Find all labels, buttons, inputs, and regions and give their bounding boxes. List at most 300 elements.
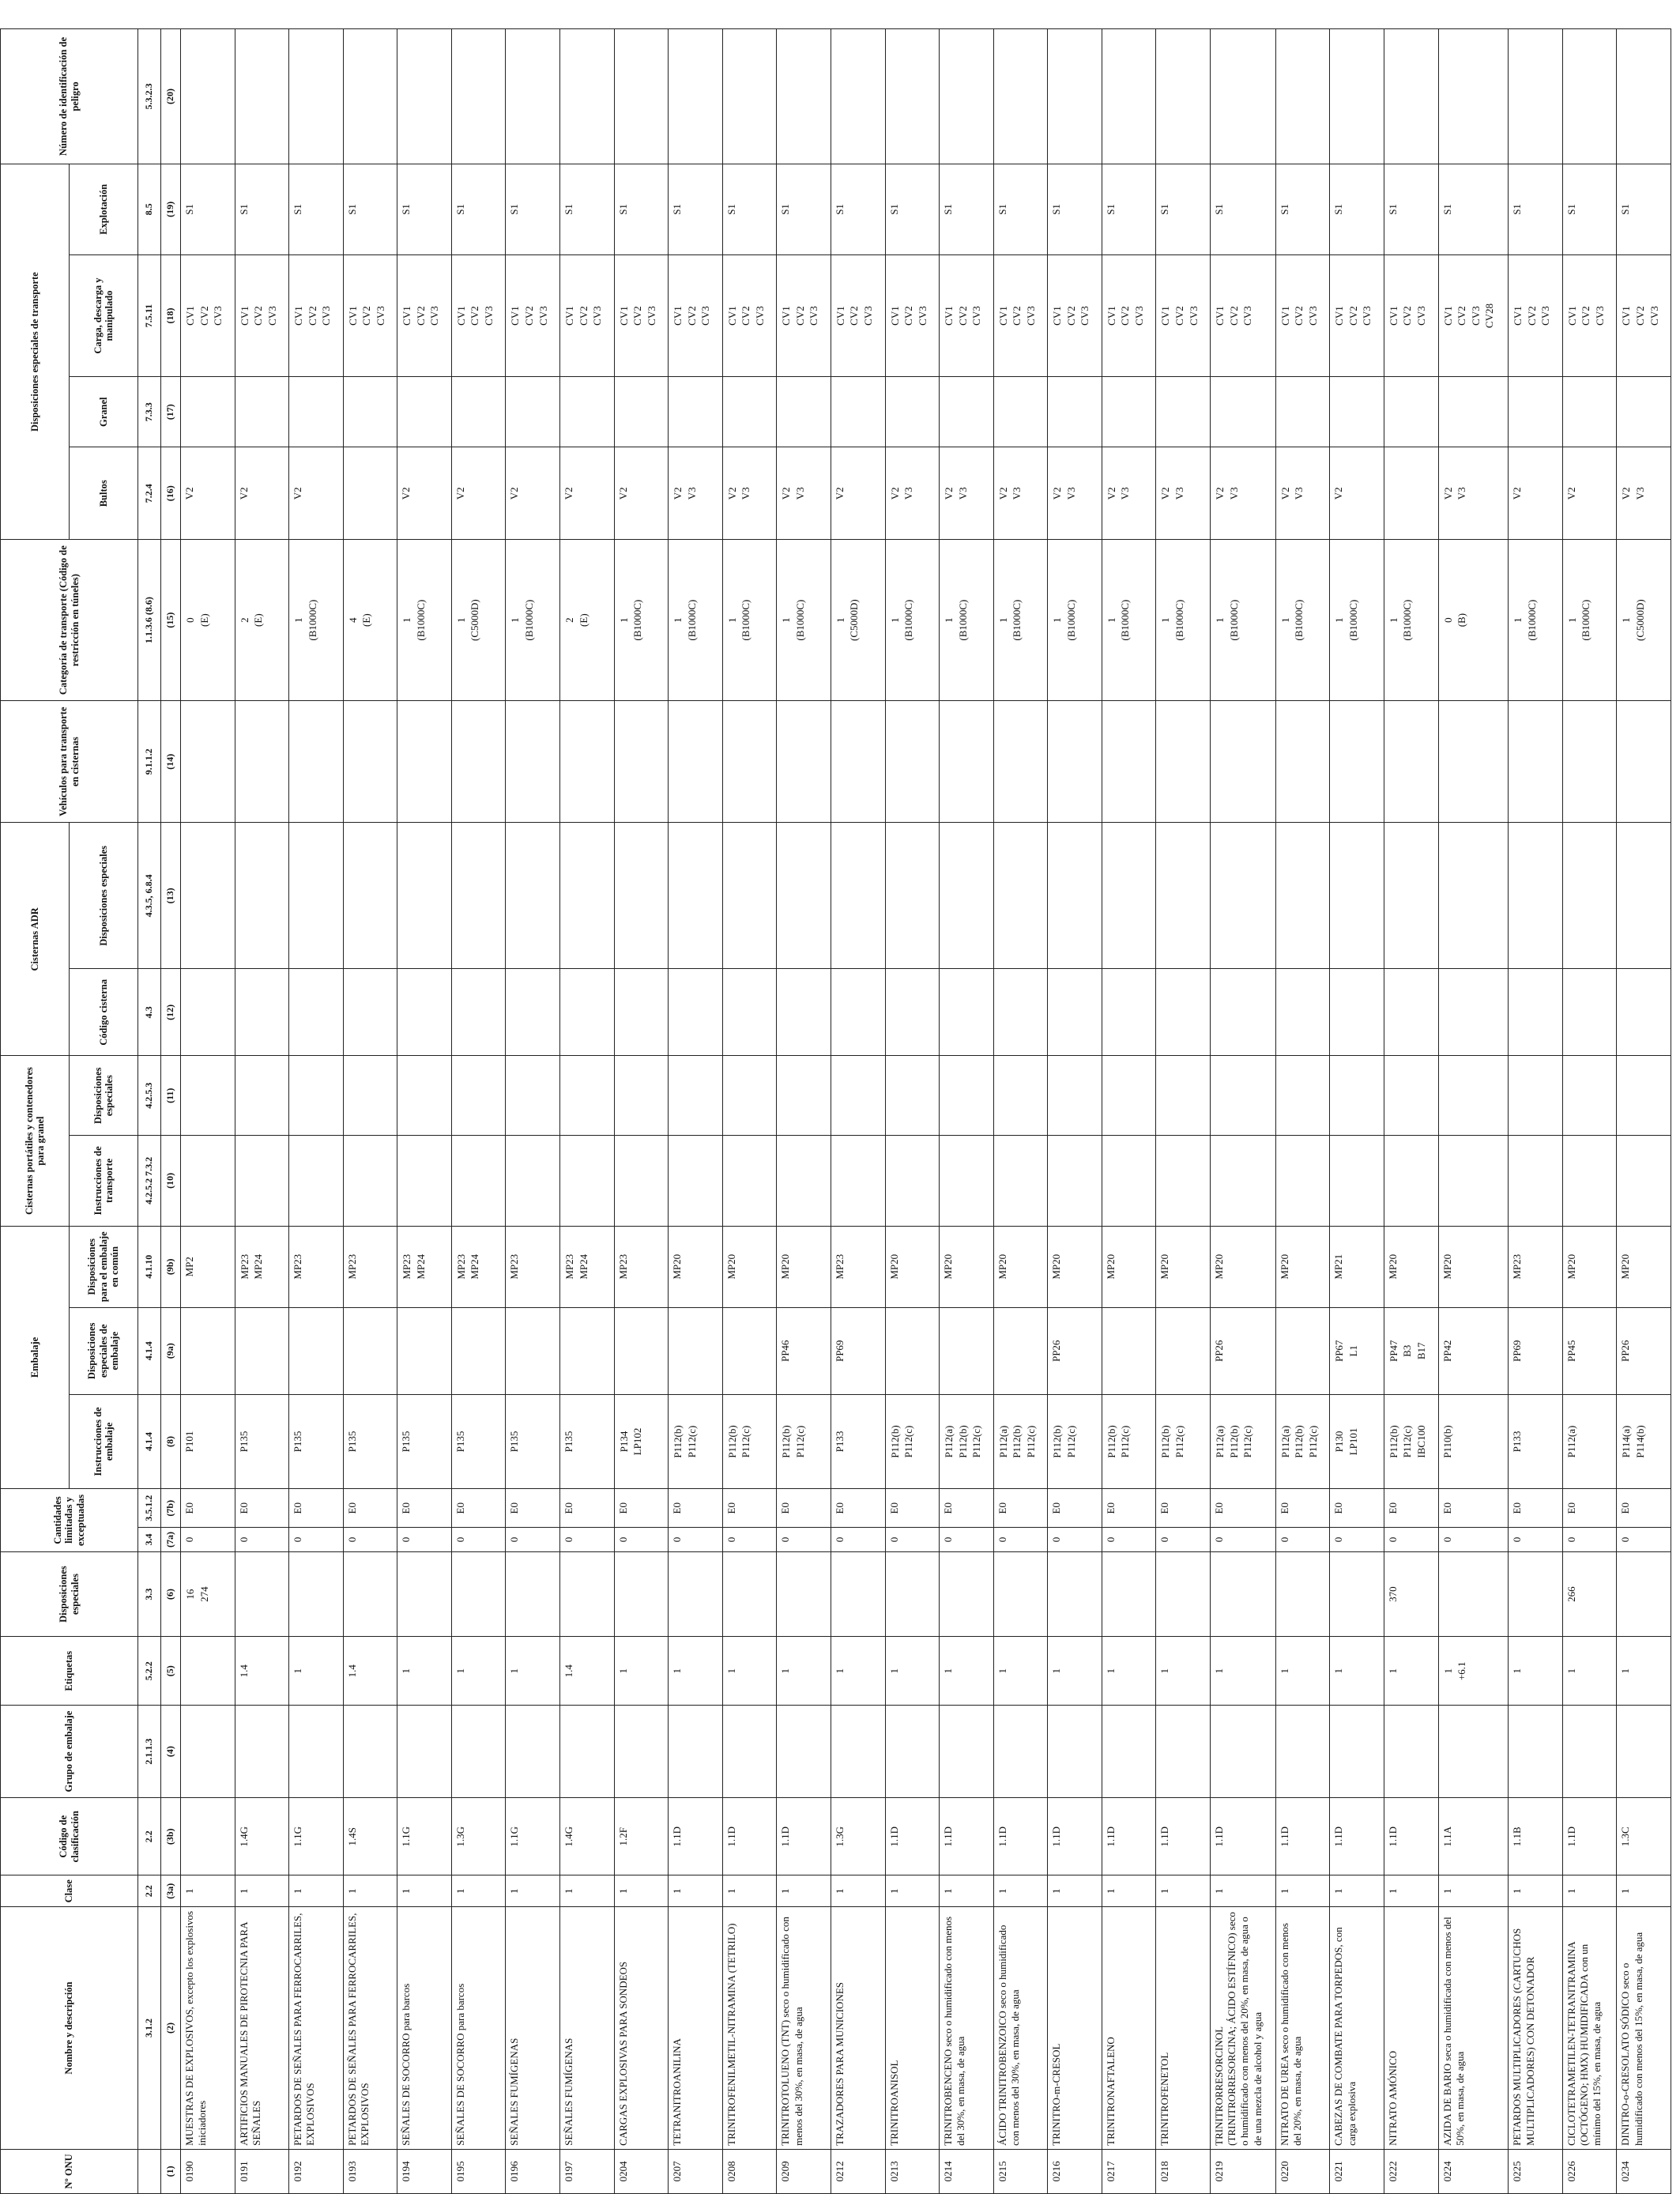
disp-comun-cell: MP23 MP24: [451, 1226, 506, 1307]
name-cell: ARTIFICIOS MANUALES DE PIROTECNIA PARA SEÑALES: [235, 1907, 289, 2150]
disp-esp3-cell: [451, 823, 506, 969]
table-row: [181, 29, 235, 2194]
grupo-cell: [940, 1706, 994, 1798]
clase-cell: 1: [1562, 1875, 1617, 1907]
header-un: Nº ONU: [1, 2149, 138, 2193]
disp-comun-cell: MP20: [885, 1226, 940, 1307]
carga-cell: CV1 CV2 CV3: [1210, 254, 1275, 377]
table-row: [1438, 29, 1509, 2194]
etiquetas-cell: [181, 1637, 235, 1706]
explot-cell: S1: [1617, 164, 1671, 255]
codigo-cell: 1.1D: [885, 1798, 940, 1875]
limited-qty-cell: 0: [940, 1528, 994, 1551]
limited-qty-cell: 0: [343, 1528, 397, 1551]
un-cell: 0221: [1330, 2149, 1384, 2193]
excepted-qty-cell: E0: [1617, 1489, 1671, 1528]
name-cell: AZIDA DE BARIO seca o humidificada con menos del 50%, en masa, de agua: [1438, 1907, 1509, 2150]
grupo-cell: [289, 1706, 344, 1798]
etiquetas-cell: 1.4: [343, 1637, 397, 1706]
excepted-qty-cell: E0: [1048, 1489, 1102, 1528]
categoria-cell: 1 (C5000D): [831, 540, 885, 701]
categoria-cell: 1 (B1000C): [1330, 540, 1384, 701]
inst-transp-cell: [1275, 1136, 1330, 1227]
categoria-cell: 1 (B1000C): [614, 540, 669, 701]
un-cell: 0194: [397, 2149, 452, 2193]
inst-transp-cell: [235, 1136, 289, 1227]
disp-esp2-cell: [1102, 1056, 1156, 1136]
cod-cist-cell: [289, 969, 344, 1056]
disp-comun-cell: MP20: [669, 1226, 723, 1307]
limited-qty-cell: 0: [1438, 1528, 1509, 1551]
grupo-cell: [1562, 1706, 1617, 1798]
disp-comun-cell: MP23 MP24: [397, 1226, 452, 1307]
grupo-cell: [885, 1706, 940, 1798]
bultos-cell: V2 V3: [1210, 447, 1275, 540]
explot-cell: S1: [777, 164, 831, 255]
inst-emb-cell: P135: [397, 1394, 452, 1488]
inst-emb-cell: P135: [451, 1394, 506, 1488]
name-cell: CARGAS EXPLOSIVAS PARA SONDEOS: [614, 1907, 669, 2150]
carga-cell: CV1 CV2 CV3: [397, 254, 452, 377]
grupo-cell: [1384, 1706, 1438, 1798]
table-row: [614, 29, 669, 2194]
disp-emb-cell: [451, 1307, 506, 1394]
grupo-cell: [1617, 1706, 1671, 1798]
categoria-cell: 1 (B1000C): [722, 540, 777, 701]
codigo-cell: 1.1D: [777, 1798, 831, 1875]
etiquetas-cell: 1: [831, 1637, 885, 1706]
inst-emb-cell: P112(b) P112(c): [1156, 1394, 1211, 1488]
inst-emb-cell: P133: [1509, 1394, 1563, 1488]
bultos-cell: V2 V3: [1102, 447, 1156, 540]
disp-esp3-cell: [1048, 823, 1102, 969]
column-number-cell: (6): [161, 1551, 181, 1637]
clase-cell: 1: [1509, 1875, 1563, 1907]
disp-emb-cell: PP67 L1: [1330, 1307, 1384, 1394]
table-row: [940, 29, 994, 2194]
id-peligro-cell: [722, 29, 777, 164]
cod-cist-cell: [669, 969, 723, 1056]
limited-qty-cell: 0: [1617, 1528, 1671, 1551]
vehiculos-cell: [1102, 700, 1156, 823]
categoria-cell: 1 (C5000D): [1617, 540, 1671, 701]
codigo-cell: 1.1D: [940, 1798, 994, 1875]
inst-emb-cell: P135: [289, 1394, 344, 1488]
carga-cell: CV1 CV2 CV3: [343, 254, 397, 377]
name-cell: CABEZAS DE COMBATE PARA TORPEDOS, con carga explosiva: [1330, 1907, 1384, 2150]
disp-comun-cell: MP23 MP24: [560, 1226, 615, 1307]
limited-qty-cell: 0: [235, 1528, 289, 1551]
id-peligro-cell: [506, 29, 560, 164]
header-cisternas-portatiles: Cisternas portátiles y contenedores para granel: [1, 1056, 70, 1226]
column-number-cell: (16): [161, 447, 181, 540]
disp-esp2-cell: [993, 1056, 1048, 1136]
explot-cell: S1: [1384, 164, 1438, 255]
disp-emb-cell: [1275, 1307, 1330, 1394]
disp-esp-cell: [1275, 1551, 1330, 1637]
header-codigo: Código de clasificación: [1, 1798, 138, 1875]
disp-esp3-cell: [1562, 823, 1617, 969]
disp-esp-cell: [993, 1551, 1048, 1637]
column-number-cell: (17): [161, 377, 181, 447]
disp-esp2-cell: [1048, 1056, 1102, 1136]
cod-cist-cell: [506, 969, 560, 1056]
granel-cell: [777, 377, 831, 447]
vehiculos-cell: [1048, 700, 1102, 823]
inst-emb-cell: P135: [560, 1394, 615, 1488]
un-cell: 0217: [1102, 2149, 1156, 2193]
explot-cell: S1: [1156, 164, 1211, 255]
inst-emb-cell: P112(b) P112(c): [1048, 1394, 1102, 1488]
excepted-qty-cell: E0: [669, 1489, 723, 1528]
clase-cell: 1: [1617, 1875, 1671, 1907]
inst-emb-cell: P134 LP102: [614, 1394, 669, 1488]
disp-emb-cell: [993, 1307, 1048, 1394]
table-row: [1102, 29, 1156, 2194]
header-disp-transporte: Disposiciones especiales de transporte: [1, 164, 70, 540]
clase-cell: 1: [1438, 1875, 1509, 1907]
carga-cell: CV1 CV2 CV3: [722, 254, 777, 377]
inst-transp-cell: [722, 1136, 777, 1227]
id-peligro-cell: [1384, 29, 1438, 164]
explot-cell: S1: [1562, 164, 1617, 255]
disp-esp2-cell: [940, 1056, 994, 1136]
disp-esp2-cell: [1275, 1056, 1330, 1136]
carga-cell: CV1 CV2 CV3: [885, 254, 940, 377]
cod-cist-cell: [1048, 969, 1102, 1056]
id-peligro-cell: [1509, 29, 1563, 164]
disp-comun-cell: MP20: [940, 1226, 994, 1307]
disp-esp3-cell: [560, 823, 615, 969]
un-cell: 0196: [506, 2149, 560, 2193]
table-row: [669, 29, 723, 2194]
vehiculos-cell: [885, 700, 940, 823]
vehiculos-cell: [343, 700, 397, 823]
disp-esp-cell: [722, 1551, 777, 1637]
reference-cell: 4.1.4: [138, 1394, 161, 1488]
clase-cell: 1: [1048, 1875, 1102, 1907]
cod-cist-cell: [1275, 969, 1330, 1056]
header-carga: Carga, descarga y manipulado: [70, 254, 138, 377]
etiquetas-cell: 1: [1509, 1637, 1563, 1706]
explot-cell: S1: [343, 164, 397, 255]
disp-esp-cell: [777, 1551, 831, 1637]
disp-esp2-cell: [397, 1056, 452, 1136]
codigo-cell: 1.2F: [614, 1798, 669, 1875]
id-peligro-cell: [1330, 29, 1384, 164]
etiquetas-cell: 1: [614, 1637, 669, 1706]
codigo-cell: 1.3G: [451, 1798, 506, 1875]
excepted-qty-cell: E0: [885, 1489, 940, 1528]
disp-esp-cell: [1048, 1551, 1102, 1637]
disp-esp-cell: [669, 1551, 723, 1637]
carga-cell: CV1 CV2 CV3: [1384, 254, 1438, 377]
disp-comun-cell: MP23: [614, 1226, 669, 1307]
inst-emb-cell: P112(b) P112(c): [1102, 1394, 1156, 1488]
etiquetas-cell: 1: [1330, 1637, 1384, 1706]
un-cell: 0234: [1617, 2149, 1671, 2193]
explot-cell: S1: [1330, 164, 1384, 255]
bultos-cell: V2: [614, 447, 669, 540]
disp-emb-cell: [885, 1307, 940, 1394]
etiquetas-cell: 1: [289, 1637, 344, 1706]
disp-esp3-cell: [343, 823, 397, 969]
column-number-cell: (11): [161, 1056, 181, 1136]
grupo-cell: [235, 1706, 289, 1798]
un-cell: 0213: [885, 2149, 940, 2193]
vehiculos-cell: [777, 700, 831, 823]
explot-cell: S1: [614, 164, 669, 255]
column-number-cell: (18): [161, 254, 181, 377]
disp-emb-cell: PP46: [777, 1307, 831, 1394]
explot-cell: S1: [289, 164, 344, 255]
bultos-cell: V2 V3: [669, 447, 723, 540]
column-number-cell: (12): [161, 969, 181, 1056]
bultos-cell: V2: [831, 447, 885, 540]
grupo-cell: [343, 1706, 397, 1798]
disp-esp2-cell: [1562, 1056, 1617, 1136]
excepted-qty-cell: E0: [1275, 1489, 1330, 1528]
disp-esp2-cell: [1617, 1056, 1671, 1136]
disp-esp3-cell: [1617, 823, 1671, 969]
column-number-cell: (4): [161, 1706, 181, 1798]
limited-qty-cell: 0: [777, 1528, 831, 1551]
dangerous-goods-table: [0, 28, 1671, 2194]
table-row: [506, 29, 560, 2194]
grupo-cell: [831, 1706, 885, 1798]
bultos-cell: V2 V3: [885, 447, 940, 540]
etiquetas-cell: 1: [1210, 1637, 1275, 1706]
cod-cist-cell: [1102, 969, 1156, 1056]
disp-comun-cell: MP20: [1048, 1226, 1102, 1307]
id-peligro-cell: [1210, 29, 1275, 164]
cod-cist-cell: [993, 969, 1048, 1056]
grupo-cell: [451, 1706, 506, 1798]
grupo-cell: [1330, 1706, 1384, 1798]
etiquetas-cell: 1: [777, 1637, 831, 1706]
disp-esp2-cell: [614, 1056, 669, 1136]
disp-comun-cell: MP20: [1562, 1226, 1617, 1307]
disp-esp-cell: 370: [1384, 1551, 1438, 1637]
granel-cell: [1156, 377, 1211, 447]
disp-comun-cell: MP2: [181, 1226, 235, 1307]
limited-qty-cell: 0: [289, 1528, 344, 1551]
disp-comun-cell: MP20: [722, 1226, 777, 1307]
granel-cell: [289, 377, 344, 447]
disp-esp-cell: [289, 1551, 344, 1637]
limited-qty-cell: 0: [397, 1528, 452, 1551]
disp-esp3-cell: [1275, 823, 1330, 969]
categoria-cell: 1 (B1000C): [1156, 540, 1211, 701]
disp-esp-cell: [940, 1551, 994, 1637]
grupo-cell: [614, 1706, 669, 1798]
inst-emb-cell: P135: [343, 1394, 397, 1488]
disp-emb-cell: PP69: [1509, 1307, 1563, 1394]
bultos-cell: [1384, 447, 1438, 540]
cod-cist-cell: [1438, 969, 1509, 1056]
categoria-cell: 1 (B1000C): [1048, 540, 1102, 701]
un-cell: 0197: [560, 2149, 615, 2193]
un-cell: 0215: [993, 2149, 1048, 2193]
vehiculos-cell: [289, 700, 344, 823]
disp-esp3-cell: [1330, 823, 1384, 969]
etiquetas-cell: 1: [506, 1637, 560, 1706]
categoria-cell: 1 (B1000C): [993, 540, 1048, 701]
bultos-cell: V2 V3: [1048, 447, 1102, 540]
bultos-cell: V2 V3: [1156, 447, 1211, 540]
clase-cell: 1: [397, 1875, 452, 1907]
vehiculos-cell: [181, 700, 235, 823]
table-row: [1048, 29, 1102, 2194]
disp-emb-cell: PP26: [1617, 1307, 1671, 1394]
limited-qty-cell: 0: [1562, 1528, 1617, 1551]
categoria-cell: 1 (B1000C): [940, 540, 994, 701]
vehiculos-cell: [993, 700, 1048, 823]
inst-emb-cell: P135: [506, 1394, 560, 1488]
clase-cell: 1: [506, 1875, 560, 1907]
clase-cell: 1: [1330, 1875, 1384, 1907]
clase-cell: 1: [343, 1875, 397, 1907]
inst-emb-cell: P101: [181, 1394, 235, 1488]
clase-cell: 1: [722, 1875, 777, 1907]
cod-cist-cell: [451, 969, 506, 1056]
excepted-qty-cell: E0: [722, 1489, 777, 1528]
disp-esp2-cell: [831, 1056, 885, 1136]
column-number-cell: (1): [161, 2149, 181, 2193]
inst-transp-cell: [1048, 1136, 1102, 1227]
codigo-cell: 1.3C: [1617, 1798, 1671, 1875]
header-grupo: Grupo de embalaje: [1, 1706, 138, 1798]
disp-comun-cell: MP21: [1330, 1226, 1384, 1307]
table-row: [343, 29, 397, 2194]
reference-cell: 3.3: [138, 1551, 161, 1637]
inst-transp-cell: [181, 1136, 235, 1227]
carga-cell: CV1 CV2 CV3: [235, 254, 289, 377]
header-vehiculos: Vehículos para transporte en cisternas: [1, 700, 138, 823]
id-peligro-cell: [560, 29, 615, 164]
id-peligro-cell: [397, 29, 452, 164]
categoria-cell: 4 (E): [343, 540, 397, 701]
disp-esp3-cell: [1438, 823, 1509, 969]
grupo-cell: [777, 1706, 831, 1798]
bultos-cell: V2: [181, 447, 235, 540]
clase-cell: 1: [1102, 1875, 1156, 1907]
categoria-cell: 1 (B1000C): [1509, 540, 1563, 701]
carga-cell: CV1 CV2 CV3: [1275, 254, 1330, 377]
inst-emb-cell: P112(a) P112(b) P112(c): [1275, 1394, 1330, 1488]
id-peligro-cell: [451, 29, 506, 164]
disp-esp2-cell: [722, 1056, 777, 1136]
excepted-qty-cell: E0: [940, 1489, 994, 1528]
etiquetas-cell: 1: [397, 1637, 452, 1706]
disp-emb-cell: [940, 1307, 994, 1394]
inst-emb-cell: P130 LP101: [1330, 1394, 1384, 1488]
column-number-cell: (3a): [161, 1875, 181, 1907]
disp-esp2-cell: [506, 1056, 560, 1136]
disp-comun-cell: MP20: [777, 1226, 831, 1307]
column-number-cell: (20): [161, 29, 181, 164]
cod-cist-cell: [1384, 969, 1438, 1056]
un-cell: 0191: [235, 2149, 289, 2193]
column-number-cell: (10): [161, 1136, 181, 1227]
reference-cell: 4.2.5.3: [138, 1056, 161, 1136]
granel-cell: [343, 377, 397, 447]
granel-cell: [940, 377, 994, 447]
bultos-cell: V2: [1330, 447, 1384, 540]
inst-transp-cell: [1156, 1136, 1211, 1227]
disp-esp-cell: [1509, 1551, 1563, 1637]
disp-esp3-cell: [1102, 823, 1156, 969]
limited-qty-cell: 0: [181, 1528, 235, 1551]
etiquetas-cell: 1: [451, 1637, 506, 1706]
disp-esp2-cell: [1210, 1056, 1275, 1136]
name-cell: NITRATO DE UREA seco o humidificado con menos del 20%, en masa, de agua: [1275, 1907, 1330, 2150]
carga-cell: CV1 CV2 CV3 CV28: [1438, 254, 1509, 377]
inst-transp-cell: [506, 1136, 560, 1227]
name-cell: PETARDOS MULTIPLICADORES (CARTUCHOS MULTIPLICADORES) CON DETONADOR: [1509, 1907, 1563, 2150]
clase-cell: 1: [1384, 1875, 1438, 1907]
disp-esp2-cell: [235, 1056, 289, 1136]
id-peligro-cell: [289, 29, 344, 164]
etiquetas-cell: 1.4: [560, 1637, 615, 1706]
excepted-qty-cell: E0: [1330, 1489, 1384, 1528]
categoria-cell: 0 (E): [181, 540, 235, 701]
limited-qty-cell: 0: [1102, 1528, 1156, 1551]
column-number-cell: (7b): [161, 1489, 181, 1528]
table-row: [1156, 29, 1211, 2194]
disp-esp2-cell: [1156, 1056, 1211, 1136]
limited-qty-cell: 0: [1384, 1528, 1438, 1551]
cod-cist-cell: [343, 969, 397, 1056]
bultos-cell: V2: [235, 447, 289, 540]
carga-cell: CV1 CV2 CV3: [451, 254, 506, 377]
grupo-cell: [1275, 1706, 1330, 1798]
codigo-cell: 1.1G: [506, 1798, 560, 1875]
granel-cell: [397, 377, 452, 447]
name-cell: TRINITROFENETOL: [1156, 1907, 1211, 2150]
codigo-cell: 1.1D: [669, 1798, 723, 1875]
categoria-cell: 1 (B1000C): [397, 540, 452, 701]
disp-comun-cell: MP23: [506, 1226, 560, 1307]
reference-cell: 2.2: [138, 1875, 161, 1907]
explot-cell: S1: [722, 164, 777, 255]
clase-cell: 1: [1156, 1875, 1211, 1907]
granel-cell: [1048, 377, 1102, 447]
name-cell: SEÑALES FUMÍGENAS: [506, 1907, 560, 2150]
reference-cell: 9.1.1.2: [138, 700, 161, 823]
inst-transp-cell: [993, 1136, 1048, 1227]
codigo-cell: 1.1G: [397, 1798, 452, 1875]
grupo-cell: [1509, 1706, 1563, 1798]
granel-cell: [831, 377, 885, 447]
disp-esp-cell: [1102, 1551, 1156, 1637]
reference-cell: 5.2.2: [138, 1637, 161, 1706]
reference-cell: 4.3.5, 6.8.4: [138, 823, 161, 969]
disp-esp-cell: 266: [1562, 1551, 1617, 1637]
disp-comun-cell: MP23: [289, 1226, 344, 1307]
disp-esp3-cell: [669, 823, 723, 969]
codigo-cell: 1.1D: [993, 1798, 1048, 1875]
cod-cist-cell: [722, 969, 777, 1056]
rotated-page: [0, 28, 1671, 2194]
header-disp-esp2: Disposiciones especiales: [70, 1056, 138, 1136]
grupo-cell: [181, 1706, 235, 1798]
explot-cell: S1: [1210, 164, 1275, 255]
disp-emb-cell: [1156, 1307, 1211, 1394]
disp-esp2-cell: [669, 1056, 723, 1136]
disp-comun-cell: MP20: [1102, 1226, 1156, 1307]
explot-cell: S1: [940, 164, 994, 255]
